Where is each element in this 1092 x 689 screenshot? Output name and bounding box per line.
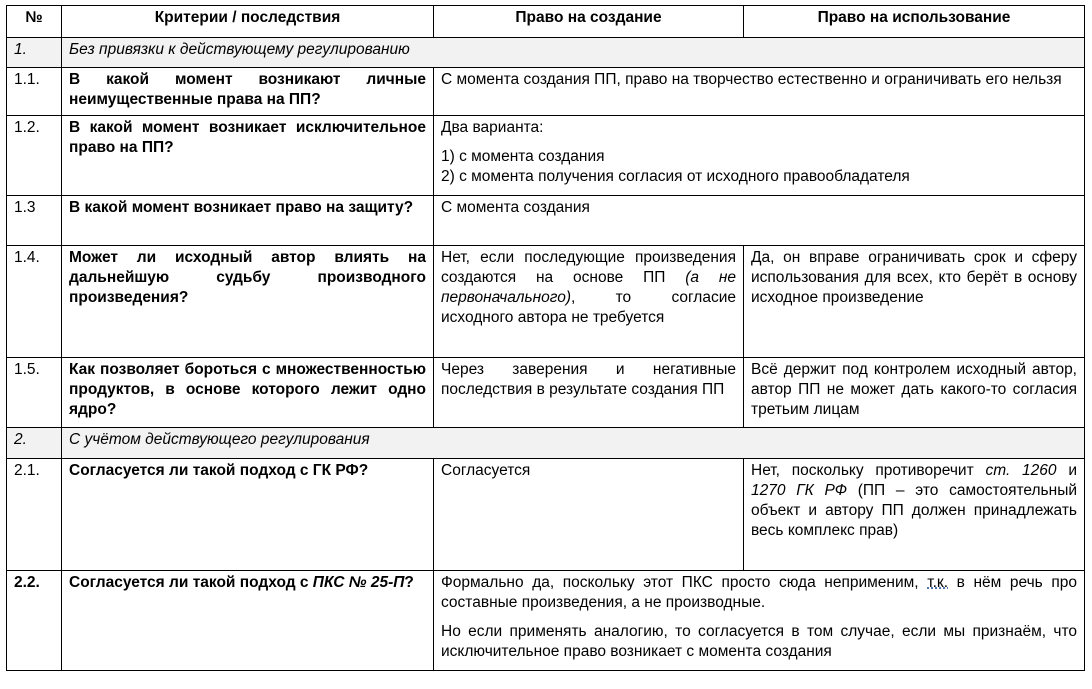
answer-cell: С момента создания ПП, право на творчество естественно и ограничивать его нельзя xyxy=(434,68,1085,116)
abbreviation-tk: т.к. xyxy=(927,574,948,591)
option-2: 2) с момента получения согласия от исходного правообладателя xyxy=(441,168,910,185)
criterion-cell: Может ли исходный автор влиять на дальнейшую судьбу производного произведения? xyxy=(62,246,434,358)
section-row-1 xyxy=(7,38,1085,68)
usage-text-c: и xyxy=(1056,462,1077,479)
creation-text-c: , то согласие исходного автора не требуется xyxy=(441,289,736,326)
section-num: 2. xyxy=(7,428,62,459)
criterion-text-c: ? xyxy=(404,574,414,591)
usage-text-a: Нет, поскольку противоречит xyxy=(751,462,986,479)
criterion-cell: В какой момент возникает исключительное право на ПП? xyxy=(62,116,434,196)
header-usage: Право на использование xyxy=(744,6,1085,38)
criterion-cell: Согласуется ли такой подход с ГК РФ? xyxy=(62,459,434,571)
table-row-1-4 xyxy=(7,246,1085,358)
usage-article-1270: 1270 ГК РФ xyxy=(751,482,848,499)
creation-cell: Согласуется xyxy=(434,459,744,571)
answer-intro: Два варианта: xyxy=(441,119,544,136)
section-num: 1. xyxy=(7,38,62,68)
answer-text-b: в нём речь про составные произведения, а не производные. xyxy=(441,574,1077,611)
section-title: Без привязки к действующему регулированию xyxy=(62,38,1085,68)
row-num: 1.2. xyxy=(7,116,62,196)
criterion-cell: В какой момент возникает право на защиту? xyxy=(62,196,434,246)
answer-cell: С момента создания xyxy=(434,196,1085,246)
criterion-pks-link: ПКС № 25-П xyxy=(312,574,405,591)
usage-cell: Да, он вправе ограничивать срок и сферу использования для всех, кто берёт в основу исходное произведение xyxy=(744,246,1085,358)
answer-cell xyxy=(434,571,1085,671)
row-num: 2.1. xyxy=(7,459,62,571)
row-num: 2.2. xyxy=(7,571,62,671)
creation-cell: Через заверения и негативные последствия в результате создания ПП xyxy=(434,358,744,428)
header-row xyxy=(7,6,1085,38)
answer-paragraph-2: Но если применять аналогию, то согласуется в том случае, если мы признаём, что исключительное право возникает с момента создания xyxy=(441,623,1077,660)
table-row-2-1 xyxy=(7,459,1085,571)
usage-cell: Всё держит под контролем исходный автор, автор ПП не может дать какого-то согласия третьим лицам xyxy=(744,358,1085,428)
criterion-cell: В какой момент возникают личные неимущественные права на ПП? xyxy=(62,68,434,116)
comparison-table xyxy=(6,5,1085,671)
creation-cell xyxy=(434,246,744,358)
table-row-1-5 xyxy=(7,358,1085,428)
answer-paragraph-1 xyxy=(441,573,1077,613)
row-num: 1.1. xyxy=(7,68,62,116)
table-row-1-1 xyxy=(7,68,1085,116)
criterion-cell: Как позволяет бороться с множественностью продуктов, в основе которого лежит одно ядро? xyxy=(62,358,434,428)
usage-text-e: (ПП – это самостоятельный объект и автору ПП должен принадлежать весь комплекс прав) xyxy=(751,482,1077,539)
usage-cell xyxy=(744,459,1085,571)
row-num: 1.3 xyxy=(7,196,62,246)
row-num: 1.4. xyxy=(7,246,62,358)
header-num: № xyxy=(7,6,62,38)
creation-text-a: Нет, если последующие произведения создаются на основе ПП xyxy=(441,249,736,286)
table-row-1-2 xyxy=(7,116,1085,196)
option-1: 1) с момента создания xyxy=(441,148,605,165)
section-row-2 xyxy=(7,428,1085,459)
answer-options xyxy=(441,147,1077,187)
criterion-cell xyxy=(62,571,434,671)
header-creation: Право на создание xyxy=(434,6,744,38)
header-criteria: Критерии / последствия xyxy=(62,6,434,38)
section-title: С учётом действующего регулирования xyxy=(62,428,1085,459)
criterion-text-a: Согласуется ли такой подход с xyxy=(69,574,313,591)
creation-text-italic: (а не первоначального) xyxy=(441,269,736,306)
table-row-2-2 xyxy=(7,571,1085,671)
answer-text-a: Формально да, поскольку этот ПКС просто сюда неприменим, xyxy=(441,574,928,591)
usage-article-1260: ст. 1260 xyxy=(985,462,1057,479)
row-num: 1.5. xyxy=(7,358,62,428)
answer-cell xyxy=(434,116,1085,196)
table-row-1-3 xyxy=(7,196,1085,246)
